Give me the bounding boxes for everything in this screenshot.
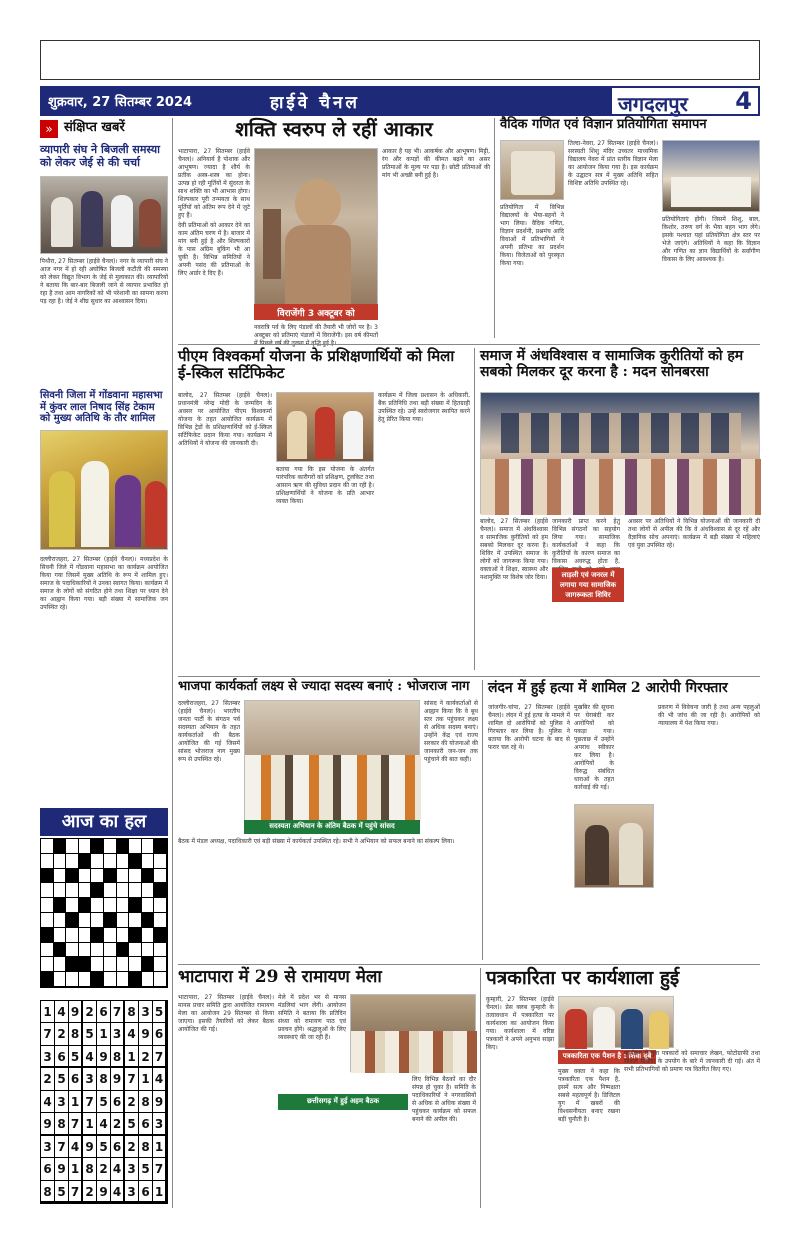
crossword-cell: [79, 957, 92, 972]
crossword-cell: [129, 913, 142, 928]
crossword-cell: [104, 972, 117, 987]
crossword-cell: [154, 854, 167, 869]
sudoku-cell: 2: [111, 1113, 125, 1135]
headline-patrakarita: पत्रकारिता पर कार्यशाला हुई: [486, 967, 680, 989]
banner-samaj-text: लाड़ली एवं जनरल में लगाया गया सामाजिक जागरूकता शिविर: [560, 571, 616, 599]
sudoku-cell: 5: [153, 1001, 167, 1023]
brief-news-title: संक्षिप्त खबरें: [64, 120, 125, 135]
sudoku-cell: 9: [83, 1136, 97, 1158]
body-vyapari: पिथौरा, 27 सितम्बर (हाईवे चैनल)। नगर के व्यापारी संघ ने आज नगर में हो रही अघोषित बिजली कटौती की समस्या को लेकर विद्युत विभाग के जेई से मुलाकात की। व्यापारियों ने बताया कि बार-बार बिजली जाने से व्यापार प्रभावित हो रहा है तथा आम नागरिकों को भी परेशानी का सामना करना पड़ रहा है। जेई ने शीघ्र सुधार का आश्वासन दिया।: [40, 258, 168, 305]
crossword-cell: [41, 943, 54, 958]
caption-banner-shakti: [254, 304, 378, 320]
crossword-cell: [142, 913, 155, 928]
crossword-cell: [154, 898, 167, 913]
crossword-cell: [54, 928, 67, 943]
sudoku-cell: 5: [55, 1068, 69, 1090]
body-london-col1: जांजगीर-चांपा, 27 सितम्बर (हाईवे चैनल)। लंदन में हुई हत्या के मामले में शामिल दो आरोपियों को पुलिस ने गिरफ्तार कर लिया है। पुलिस ने बताया कि आरोपी घटना के बाद से फरार चल रहे थे।: [488, 704, 570, 751]
body-bhajpa-col3: सांसद ने कार्यकर्ताओं से आह्वान किया कि वे बूथ स्तर तक पहुंचकर लक्ष्य से अधिक सदस्य बनाएं। उन्होंने केंद्र एवं राज्य सरकार की योजनाओं की जानकारी जन-जन तक पहुंचाने की बात कही।: [424, 700, 478, 763]
sudoku-cell: 1: [139, 1068, 153, 1090]
crossword-cell: [91, 957, 104, 972]
banner-patrakarita-text: पत्रकारिता एक पैशन है : शिवा दुबे: [562, 1052, 652, 1060]
body-patrakarita-col1: कुम्हारी, 27 सितम्बर (हाईवे चैनल)। प्रेस क्लब कुम्हारी के तत्वावधान में पत्रकारिता पर कार्यशाला का आयोजन किया गया। कार्यशाला में वरिष्ठ पत्रकारों ने अपने अनुभव साझा किए।: [486, 996, 554, 1051]
crossword-cell: [142, 972, 155, 987]
sudoku-cell: 5: [83, 1023, 97, 1045]
sudoku-cell: 4: [111, 1158, 125, 1180]
crossword-cell: [117, 854, 130, 869]
crossword-cell: [142, 883, 155, 898]
crossword-cell: [79, 869, 92, 884]
crossword-cell: [41, 972, 54, 987]
crossword-cell: [66, 943, 79, 958]
sudoku-cell: 6: [153, 1023, 167, 1045]
body-london-col2: मुखबिर की सूचना पर घेराबंदी कर आरोपियों को पकड़ा गया। पूछताछ में उन्होंने अपराध स्वीकार कर लिया है। आरोपियों के विरुद्ध संबंधित धाराओं के तहत कार्रवाई की गई।: [574, 704, 614, 791]
crossword-cell: [54, 854, 67, 869]
shakti-text-1: भाटापारा, 27 सितम्बर (हाईवे चैनल)। अनियार्य है पोशाक और आभूषण। ज्यादा है शौर्य के प्रतीक अस्त्र-शस्त्र का होना। उत्पन्न हो रही मूर्तियों में सुंदरता के साथ शक्ति का भी आभास होगा। शिल्पकार पूरी तन्मयता के साथ मूर्तियों को अंतिम रूप देने में जुटे हुए हैं।: [178, 148, 250, 219]
sudoku-cell: 9: [55, 1158, 69, 1180]
crossword-cell: [91, 898, 104, 913]
photo-ramayan-meeting: [350, 994, 476, 1072]
body-samaj-col2b: [552, 606, 620, 670]
crossword-cell: [104, 839, 117, 854]
crossword-cell: [129, 869, 142, 884]
banner-bhajpa-text: सदस्यता अभियान के अंतिम बैठक में पहुंचे सांसद: [269, 822, 395, 830]
sudoku-cell: 9: [153, 1091, 167, 1113]
crossword-cell: [54, 943, 67, 958]
crossword-cell: [129, 928, 142, 943]
body-bhajpa-bottom: बैठक में मंडल अध्यक्ष, पदाधिकारी एवं बड़ी संख्या में कार्यकर्ता उपस्थित रहे। सभी ने अभियान को सफल बनाने का संकल्प लिया।: [178, 838, 455, 845]
headline-vyapari: व्यापारी संघ ने बिजली समस्या को लेकर जेई से की चर्चा: [40, 143, 160, 169]
shakti-text-2: देवी प्रतिमाओं को आकार देने का काम अंतिम चरण में है। बाजार में मांग बनी हुई है और शिल्पकारों के पास अग्रिम बुकिंग भी आ चुकी है। विभिन्न समितियों ने अपनी पसंद की प्रतिमाओं के लिए आर्डर दे दिए हैं।: [178, 222, 250, 277]
crossword-cell: [117, 972, 130, 987]
sudoku-cell: 3: [153, 1113, 167, 1135]
sudoku-cell: 3: [41, 1136, 55, 1158]
sudoku-cell: 4: [111, 1181, 125, 1203]
crossword-cell: [91, 869, 104, 884]
body-shakti-col1: [178, 148, 250, 344]
crossword-cell: [91, 839, 104, 854]
headline-pm-vishwakarma: पीएम विश्वकर्मा योजना के प्रशिक्षणार्थियों को मिला ई-स्किल सर्टिफिकेट: [178, 347, 455, 383]
photo-vedic-students: [662, 140, 760, 212]
sudoku-cell: 6: [139, 1113, 153, 1135]
sudoku-cell: 8: [83, 1158, 97, 1180]
crossword-cell: [41, 913, 54, 928]
banner-ramayan: [278, 1094, 408, 1110]
photo-gondwana-event: [40, 430, 168, 550]
crossword-cell: [66, 883, 79, 898]
sudoku-cell: 2: [125, 1091, 139, 1113]
headline-samaj: समाज में अंधविश्वास व सामाजिक कुरीतियों को हम सबको मिलकर दूर करना है : मदन सोनबरसा: [480, 348, 744, 381]
sudoku-cell: 3: [41, 1046, 55, 1068]
crossword-cell: [41, 869, 54, 884]
sudoku-cell: 4: [83, 1046, 97, 1068]
sudoku-cell: 7: [69, 1181, 83, 1203]
crossword-cell: [79, 928, 92, 943]
crossword-cell: [104, 883, 117, 898]
body-vedic-col0: प्रतियोगिता में विभिन्न विद्यालयों के भैया-बहनों ने भाग लिया। वैदिक गणित, विज्ञान प्रदर्शनी, प्रश्नमंच आदि विधाओं में प्रतिभागियों ने अपनी प्रतिभा का प्रदर्शन किया। विजेताओं को पुरस्कृत किया गया।: [500, 204, 564, 267]
sudoku-cell: 3: [125, 1158, 139, 1180]
headline-london: लंदन में हुई हत्या में शामिल 2 आरोपी गिरफ्तार: [488, 680, 728, 696]
sudoku-cell: 9: [97, 1181, 111, 1203]
sudoku-cell: 2: [83, 1001, 97, 1023]
top-ad-box: [40, 40, 760, 80]
paper-title: हाईवे चैनल: [270, 93, 360, 113]
body-shakti-col2: नवरात्रि पर्व के लिए पंडालों की तैयारी भी जोरों पर है। 3 अक्टूबर को प्रतिमाएं पंडालों में विराजेंगी। इस वर्ष कीमतों: [254, 324, 378, 339]
sudoku-cell: 5: [55, 1181, 69, 1203]
sudoku-cell: 1: [69, 1158, 83, 1180]
crossword-cell: [41, 839, 54, 854]
sudoku-cell: 3: [139, 1001, 153, 1023]
caption-text-shakti: विराजेंगी 3 अक्टूबर को: [277, 309, 355, 319]
banner-bhajpa: [244, 820, 420, 834]
crossword-cell: [142, 957, 155, 972]
body-pm-col2: बताया गया कि इस योजना के अंतर्गत पारंपरिक कारीगरों को प्रशिक्षण, टूलकिट तथा आसान ऋण की सुविधा प्रदान की जा रही है। प्रशिक्षणार्थियों ने योजना के प्रति आभार व्यक्त किया।: [276, 466, 374, 505]
crossword-cell: [41, 928, 54, 943]
crossword-cell: [91, 854, 104, 869]
crossword-cell: [54, 972, 67, 987]
photo-pm-event: [276, 392, 374, 462]
crossword-cell: [129, 839, 142, 854]
crossword-cell: [129, 898, 142, 913]
crossword-cell: [66, 913, 79, 928]
crossword-cell: [66, 898, 79, 913]
body-vedic-col1: तिल्दा-नेवरा, 27 सितम्बर (हाईवे चैनल)। सरस्वती शिशु मंदिर उच्चतर माध्यमिक विद्यालय नेवरा में प्रांत स्तरीय विज्ञान मेला का आयोजन किया गया है। इस कार्यक्रम के उद्घाटन सत्र में मुख्य अतिथि सहित विशिष्ट अतिथि उपस्थित रहे।: [568, 140, 658, 187]
crossword-cell: [79, 943, 92, 958]
body-pm-col3: कार्यक्रम में जिला प्रशासन के अधिकारी, बैंक प्रतिनिधि तथा बड़ी संख्या में हितग्राही उपस्थित रहे। उन्हें स्वरोजगार स्थापित करने हेतु प्रेरित किया गया।: [378, 392, 470, 423]
body-ramayan-col1: भाटापारा, 27 सितम्बर (हाईवे चैनल)। मानस प्रचार समिति द्वारा आयोजित रामायण मेला का आयोजन 29 सितम्बर से किया जाएगा। इसकी तैयारियों को लेकर बैठक आयोजित की गई।: [178, 994, 274, 1033]
crossword-cell: [129, 972, 142, 987]
crossword-cell: [117, 883, 130, 898]
sudoku-cell: 4: [41, 1091, 55, 1113]
photo-london-accused: [574, 804, 654, 888]
crossword-cell: [54, 869, 67, 884]
sudoku-cell: 7: [153, 1046, 167, 1068]
column-divider-3: [474, 348, 475, 670]
sudoku-cell: 9: [69, 1001, 83, 1023]
headline-bhajpa: भाजपा कार्यकर्ता लक्ष्य से ज्यादा सदस्य बनाएं : भोजराज नाग: [178, 679, 470, 694]
section-rule-2: [178, 676, 760, 677]
sudoku-cell: 9: [97, 1046, 111, 1068]
sudoku-cell: 1: [83, 1113, 97, 1135]
body-patrakarita-col2: मुख्य वक्ता ने कहा कि पत्रकारिता एक पैशन है, इसमें सत्य और निष्पक्षता सबसे महत्वपूर्ण है। डिजिटल युग में खबरों की विश्वसनीयता बनाए रखना बड़ी चुनौती है।: [558, 1068, 620, 1123]
body-ramayan-col4: लिए विभिन्न बैठकों का दौर संपन्न हो चुका है। समिति के पदाधिकारियों ने नगरवासियों से अधिक से अधिक संख्या में पहुंचकर कार्यक्रम को सफल बनाने की अपील की।: [412, 1076, 476, 1123]
column-divider-4: [482, 680, 483, 960]
masthead: [40, 86, 760, 116]
sudoku-cell: 7: [153, 1158, 167, 1180]
crossword-cell: [129, 883, 142, 898]
sudoku-cell: 7: [41, 1023, 55, 1045]
crossword-cell: [104, 928, 117, 943]
city-box: [610, 86, 760, 116]
crossword-cell: [154, 839, 167, 854]
sudoku-cell: 5: [97, 1136, 111, 1158]
crossword-cell: [104, 854, 117, 869]
issue-date: शुक्रवार, 27 सितम्बर 2024: [48, 95, 193, 110]
sudoku-cell: 4: [69, 1136, 83, 1158]
sudoku-cell: 4: [55, 1001, 69, 1023]
sudoku-cell: 7: [111, 1001, 125, 1023]
crossword-cell: [91, 913, 104, 928]
headline-shakti: शक्ति स्वरुप ले रहीं आकार: [235, 117, 433, 141]
sudoku-cell: 5: [97, 1091, 111, 1113]
sudoku-cell: 4: [97, 1113, 111, 1135]
crossword-cell: [66, 928, 79, 943]
crossword-cell: [41, 854, 54, 869]
sudoku-cell: 6: [111, 1136, 125, 1158]
crossword-cell: [117, 928, 130, 943]
sudoku-cell: 2: [139, 1046, 153, 1068]
sudoku-cell: 7: [55, 1136, 69, 1158]
sudoku-cell: 6: [41, 1158, 55, 1180]
body-samaj-col2a: जानकारी प्राप्त करने हेतु विभिन्न संगठनों का सहयोग लिया गया। सामाजिक कार्यकर्ताओं ने कहा कि कुरीतियों के कारण समाज का विकास अवरुद्ध होता है,: [552, 518, 620, 565]
crossword-cell: [79, 898, 92, 913]
crossword-cell: [142, 869, 155, 884]
banner-ramayan-text: छत्तीसगढ़ में हुई अहम बैठक: [307, 1097, 379, 1105]
sudoku-cell: 1: [125, 1046, 139, 1068]
crossword-cell: [154, 928, 167, 943]
crossword-cell: [129, 854, 142, 869]
crossword-cell: [104, 943, 117, 958]
sudoku-solution-grid: [40, 1000, 168, 1204]
sudoku-cell: 5: [139, 1158, 153, 1180]
sudoku-cell: 6: [55, 1046, 69, 1068]
crossword-cell: [104, 898, 117, 913]
sudoku-cell: 6: [69, 1068, 83, 1090]
crossword-cell: [129, 957, 142, 972]
crossword-cell: [66, 972, 79, 987]
crossword-cell: [154, 943, 167, 958]
crossword-cell: [91, 972, 104, 987]
crossword-cell: [142, 898, 155, 913]
sudoku-cell: 3: [83, 1068, 97, 1090]
sudoku-cell: 1: [69, 1091, 83, 1113]
sudoku-cell: 5: [125, 1113, 139, 1135]
body-london-col2b: [574, 892, 654, 960]
headline-gondwana: सिवनी जिला में गोंडवाना महासभा में कुंवर लाल निषाद सिंह टेकाम को मुख्य अतिथि के तौर शामिल: [40, 390, 163, 424]
sudoku-cell: 8: [139, 1091, 153, 1113]
sudoku-cell: 6: [139, 1181, 153, 1203]
body-samaj-col1: बालोद, 27 सितम्बर (हाईवे चैनल)। समाज में अंधविश्वास व सामाजिक कुरीतियों को हम सबको मिलकर दूर करना है। शिविर में उपस्थित समाज के लोगों को जागरूक किया गया। वक्ताओं ने शिक्षा, स्वास्थ्य और नशामुक्ति पर विशेष जोर दिया।: [480, 518, 548, 581]
body-gondwana: दल्लीराजहरा, 27 सितम्बर (हाईवे चैनल)। मध्यप्रदेश के सिवनी जिले में गोंडवाना महासभा का कार्यक्रम आयोजित किया गया जिसमें मुख्य अतिथि के रूप में शामिल हुए। समाज के पदाधिकारियों ने उनका स्वागत किया। कार्यक्रम में समाज के लोगों को संगठित होने तथा शिक्षा पर ध्यान देने का आह्वान किया गया। बड़ी संख्या में सामाजिक जन उपस्थित रहे।: [40, 556, 168, 611]
crossword-cell: [91, 883, 104, 898]
puzzle-title: आज का हल: [40, 808, 168, 836]
sudoku-cell: 7: [83, 1091, 97, 1113]
photo-samaj-gathering: [480, 392, 760, 514]
crossword-cell: [41, 957, 54, 972]
crossword-cell: [91, 928, 104, 943]
body-patrakarita-col3: कार्यक्रम में युवा पत्रकारों को समाचार लेखन, फोटोग्राफी तथा सोशल मीडिया के उपयोग के बारे में जानकारी दी गई। अंत में सभी प्रतिभागियों को प्रमाण पत्र वितरित किए गए।: [624, 1050, 760, 1073]
section-rule-1: [178, 344, 760, 345]
sudoku-cell: 4: [125, 1023, 139, 1045]
crossword-cell: [79, 972, 92, 987]
photo-vedic-event: [500, 140, 564, 200]
sudoku-cell: 9: [111, 1068, 125, 1090]
body-london-col3: प्रकरण में विवेचना जारी है तथा अन्य पहलुओं की भी जांच की जा रही है। आरोपियों को न्यायालय में पेश किया गया।: [658, 704, 760, 727]
sudoku-cell: 2: [55, 1023, 69, 1045]
arrow-icon: »: [40, 120, 58, 138]
sudoku-cell: 3: [55, 1091, 69, 1113]
sudoku-cell: 8: [97, 1068, 111, 1090]
crossword-cell: [129, 943, 142, 958]
body-ramayan-col2b: [278, 1114, 408, 1208]
sudoku-cell: 8: [41, 1181, 55, 1203]
banner-samaj: [552, 568, 624, 602]
crossword-cell: [104, 957, 117, 972]
crossword-cell: [117, 869, 130, 884]
crossword-cell: [104, 869, 117, 884]
crossword-cell: [66, 869, 79, 884]
body-pm-col1: बालोद, 27 सितम्बर (हाईवे चैनल)। प्रधानमंत्री नरेन्द्र मोदी के जन्मदिन के अवसर पर आयोजित पीएम विश्वकर्मा योजना के तहत आयोजित कार्यक्रम में विभिन्न ट्रेडों के प्रशिक्षणार्थियों को ई-स्किल सर्टिफिकेट प्रदान किया गया। कार्यक्रम में अतिथियों ने योजना की जानकारी दी।: [178, 392, 272, 447]
page-number: 4: [735, 87, 752, 115]
crossword-cell: [54, 839, 67, 854]
sudoku-cell: 9: [41, 1113, 55, 1135]
sudoku-cell: 7: [69, 1113, 83, 1135]
crossword-cell: [142, 943, 155, 958]
body-shakti-col3: आकार है यह भी। आकर्षक और आभूषण। मिट्टी, रंग और कपड़ों की कीमत बढ़ने का असर प्रतिमाओं के मूल्य पर पड़ा है। छोटी प्रतिमाओं की मांग भी अच्छी बनी हुई है।: [382, 148, 490, 179]
sudoku-cell: 8: [139, 1136, 153, 1158]
crossword-cell: [79, 883, 92, 898]
sudoku-cell: 8: [125, 1001, 139, 1023]
sudoku-cell: 6: [97, 1001, 111, 1023]
crossword-cell: [117, 898, 130, 913]
crossword-cell: [142, 839, 155, 854]
section-rule-3: [178, 964, 760, 965]
crossword-cell: [154, 869, 167, 884]
crossword-cell: [142, 854, 155, 869]
crossword-cell: [104, 913, 117, 928]
crossword-cell: [117, 839, 130, 854]
crossword-cell: [79, 854, 92, 869]
sudoku-cell: 8: [55, 1113, 69, 1135]
city-name: जगदलपुर: [618, 92, 688, 116]
sudoku-cell: 2: [97, 1158, 111, 1180]
sudoku-cell: 1: [97, 1023, 111, 1045]
body-ramayan-col2: मेले में प्रदेश भर से मानस मंडलियां भाग लेंगी। आयोजन समिति ने बताया कि प्रतिदिन संध्या को रामायण पाठ एवं प्रवचन होंगे। श्रद्धालुओं के लिए व्यवस्थाएं की जा रही हैं।: [278, 994, 346, 1041]
sudoku-cell: 8: [69, 1023, 83, 1045]
crossword-cell: [41, 898, 54, 913]
sudoku-cell: 9: [139, 1023, 153, 1045]
photo-bhajpa-meeting: [244, 700, 420, 820]
sudoku-cell: 3: [125, 1181, 139, 1203]
crossword-cell: [79, 839, 92, 854]
crossword-cell: [66, 854, 79, 869]
sudoku-cell: 2: [41, 1068, 55, 1090]
photo-patrakarita-workshop: [558, 996, 674, 1048]
sudoku-cell: 7: [125, 1068, 139, 1090]
crossword-cell: [91, 943, 104, 958]
photo-vyapari-meeting: [40, 176, 168, 254]
crossword-cell: [117, 913, 130, 928]
column-divider-5: [480, 968, 481, 1208]
sudoku-cell: 4: [153, 1068, 167, 1090]
crossword-cell: [117, 943, 130, 958]
sudoku-cell: 8: [111, 1046, 125, 1068]
column-divider: [172, 118, 173, 1208]
sudoku-cell: 1: [41, 1001, 55, 1023]
sudoku-cell: 2: [125, 1136, 139, 1158]
headline-ramayan: भाटापारा में 29 से रामायण मेला: [178, 967, 382, 987]
crossword-cell: [54, 913, 67, 928]
photo-idol-making: [254, 148, 378, 320]
brief-news-header: [40, 118, 168, 140]
crossword-cell: [142, 928, 155, 943]
crossword-cell: [79, 913, 92, 928]
body-samaj-col3: अवसर पर अतिथियों ने विभिन्न योजनाओं की जानकारी दी तथा लोगों से अपील की कि वे अंधविश्वास से दूर रहें और वैज्ञानिक सोच अपनाएं। कार्यक्रम में बड़ी संख्या में महिलाएं एवं युवा उपस्थित रहे।: [628, 518, 760, 549]
crossword-cell: [54, 898, 67, 913]
sudoku-cell: 6: [111, 1091, 125, 1113]
crossword-cell: [66, 957, 79, 972]
body-bhajpa-col1: दल्लीराजहरा, 27 सितम्बर (हाईवे चैनल)। भारतीय जनता पार्टी के संगठन पर्व सदस्यता अभियान के तहत कार्यकर्ताओं की बैठक आयोजित की गई जिसमें सांसद भोजराज नाग मुख्य रूप से उपस्थित रहे।: [178, 700, 240, 763]
crossword-cell: [41, 883, 54, 898]
crossword-cell: [154, 972, 167, 987]
crossword-cell: [54, 957, 67, 972]
crossword-cell: [154, 957, 167, 972]
sudoku-cell: 3: [111, 1023, 125, 1045]
sudoku-cell: 5: [69, 1046, 83, 1068]
sudoku-cell: 1: [153, 1136, 167, 1158]
crossword-cell: [54, 883, 67, 898]
crossword-cell: [154, 913, 167, 928]
sudoku-cell: 2: [83, 1181, 97, 1203]
column-divider-2: [494, 118, 495, 338]
crossword-cell: [117, 957, 130, 972]
crossword-cell: [66, 839, 79, 854]
crossword-solution-grid: [40, 838, 168, 988]
body-vedic-col2: प्रतियोगिताएं होंगी। जिसमें शिशु, बाल, किशोर, तरुण वर्ग के भैया बहन भाग लेंगे। इसके पश्चात यहां प्रतियोगिता क्षेत्र स्तर पर भेजे जाएंगे। अतिथियों ने कहा कि विज्ञान और गणित का ज्ञान विद्यार्थियों के सर्वांगीण विकास के लिए आवश्यक है।: [662, 216, 760, 263]
headline-vedic: वैदिक गणित एवं विज्ञान प्रतियोगिता समापन: [500, 117, 707, 132]
crossword-cell: [154, 883, 167, 898]
sudoku-cell: 1: [153, 1181, 167, 1203]
